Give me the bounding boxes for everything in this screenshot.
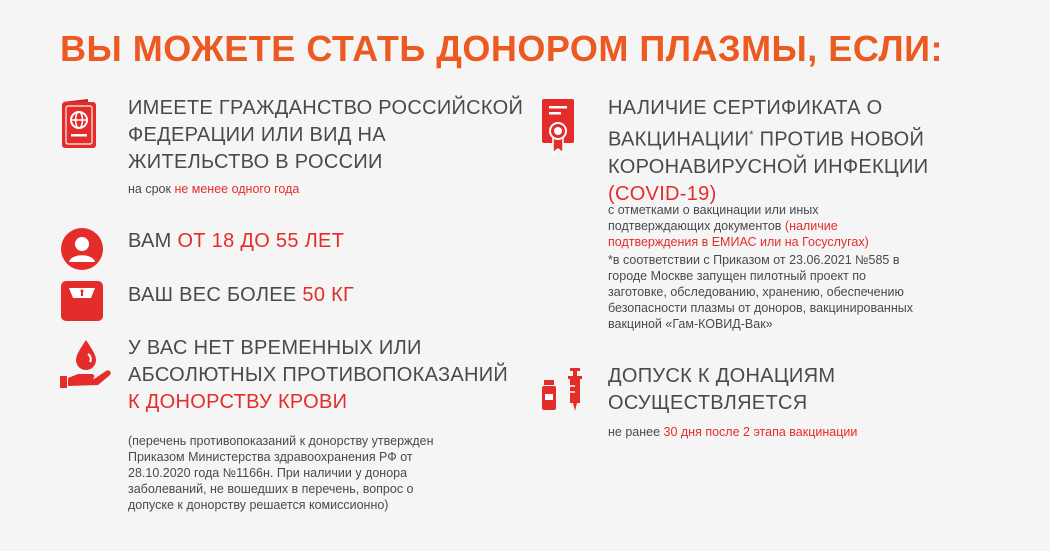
contraindications-note: (перечень противопоказаний к донорству утвержден Приказом Министерства здравоохранения РФ от 28.10.2020 года №1166н. При наличии у донора заболеваний, не вошедших в перечень, вопрос о допуске к донорству решается комиссионно) xyxy=(128,434,434,512)
weight-heading: ВАШ ВЕС БОЛЕЕ 50 КГ xyxy=(128,284,355,306)
person-icon xyxy=(60,227,104,276)
scale-icon xyxy=(60,279,104,328)
admission-note: не ранее 30 дня после 2 этапа вакцинации xyxy=(608,425,858,439)
admission-heading: ДОПУСК К ДОНАЦИЯМ ОСУЩЕСТВЛЯЕТСЯ xyxy=(608,365,836,414)
page-title: ВЫ МОЖЕТЕ СТАТЬ ДОНОРОМ ПЛАЗМЫ, ЕСЛИ: xyxy=(60,28,944,69)
citizenship-note: на срок не менее одного года xyxy=(128,182,300,196)
blood-drop-hand-icon xyxy=(58,338,114,395)
age-heading: ВАМ ОТ 18 ДО 55 ЛЕТ xyxy=(128,230,345,252)
citizenship-heading: ИМЕЕТЕ ГРАЖДАНСТВО РОССИЙСКОЙ ФЕДЕРАЦИИ ИЛИ ВИД НА ЖИТЕЛЬСТВО В РОССИИ xyxy=(128,97,524,173)
vaccine-syringe-icon xyxy=(540,366,588,417)
certificate-icon xyxy=(540,97,580,160)
contraindications-heading: У ВАС НЕТ ВРЕМЕННЫХ ИЛИ АБСОЛЮТНЫХ ПРОТИВОПОКАЗАНИЙ К ДОНОРСТВУ КРОВИ xyxy=(128,337,509,413)
certificate-heading: НАЛИЧИЕ СЕРТИФИКАТА О ВАКЦИНАЦИИ* ПРОТИВ НОВОЙ КОРОНАВИРУСНОЙ ИНФЕКЦИИ (COVID-19) xyxy=(608,97,929,205)
certificate-footnote: *в соответствии с Приказом от 23.06.2021 №585 в городе Москве запущен пилотный проект по заготовке, обследованию, хранению, обеспечению безопасности плазмы от доноров, вакцинированных вакциной «Гам-КОВИД-Вак» xyxy=(608,253,913,331)
passport-icon xyxy=(58,98,102,155)
certificate-note: с отметками о вакцинации или иных подтверждающих документов (наличие подтверждения в ЕМИАС или на Госуслугах) xyxy=(608,203,869,249)
